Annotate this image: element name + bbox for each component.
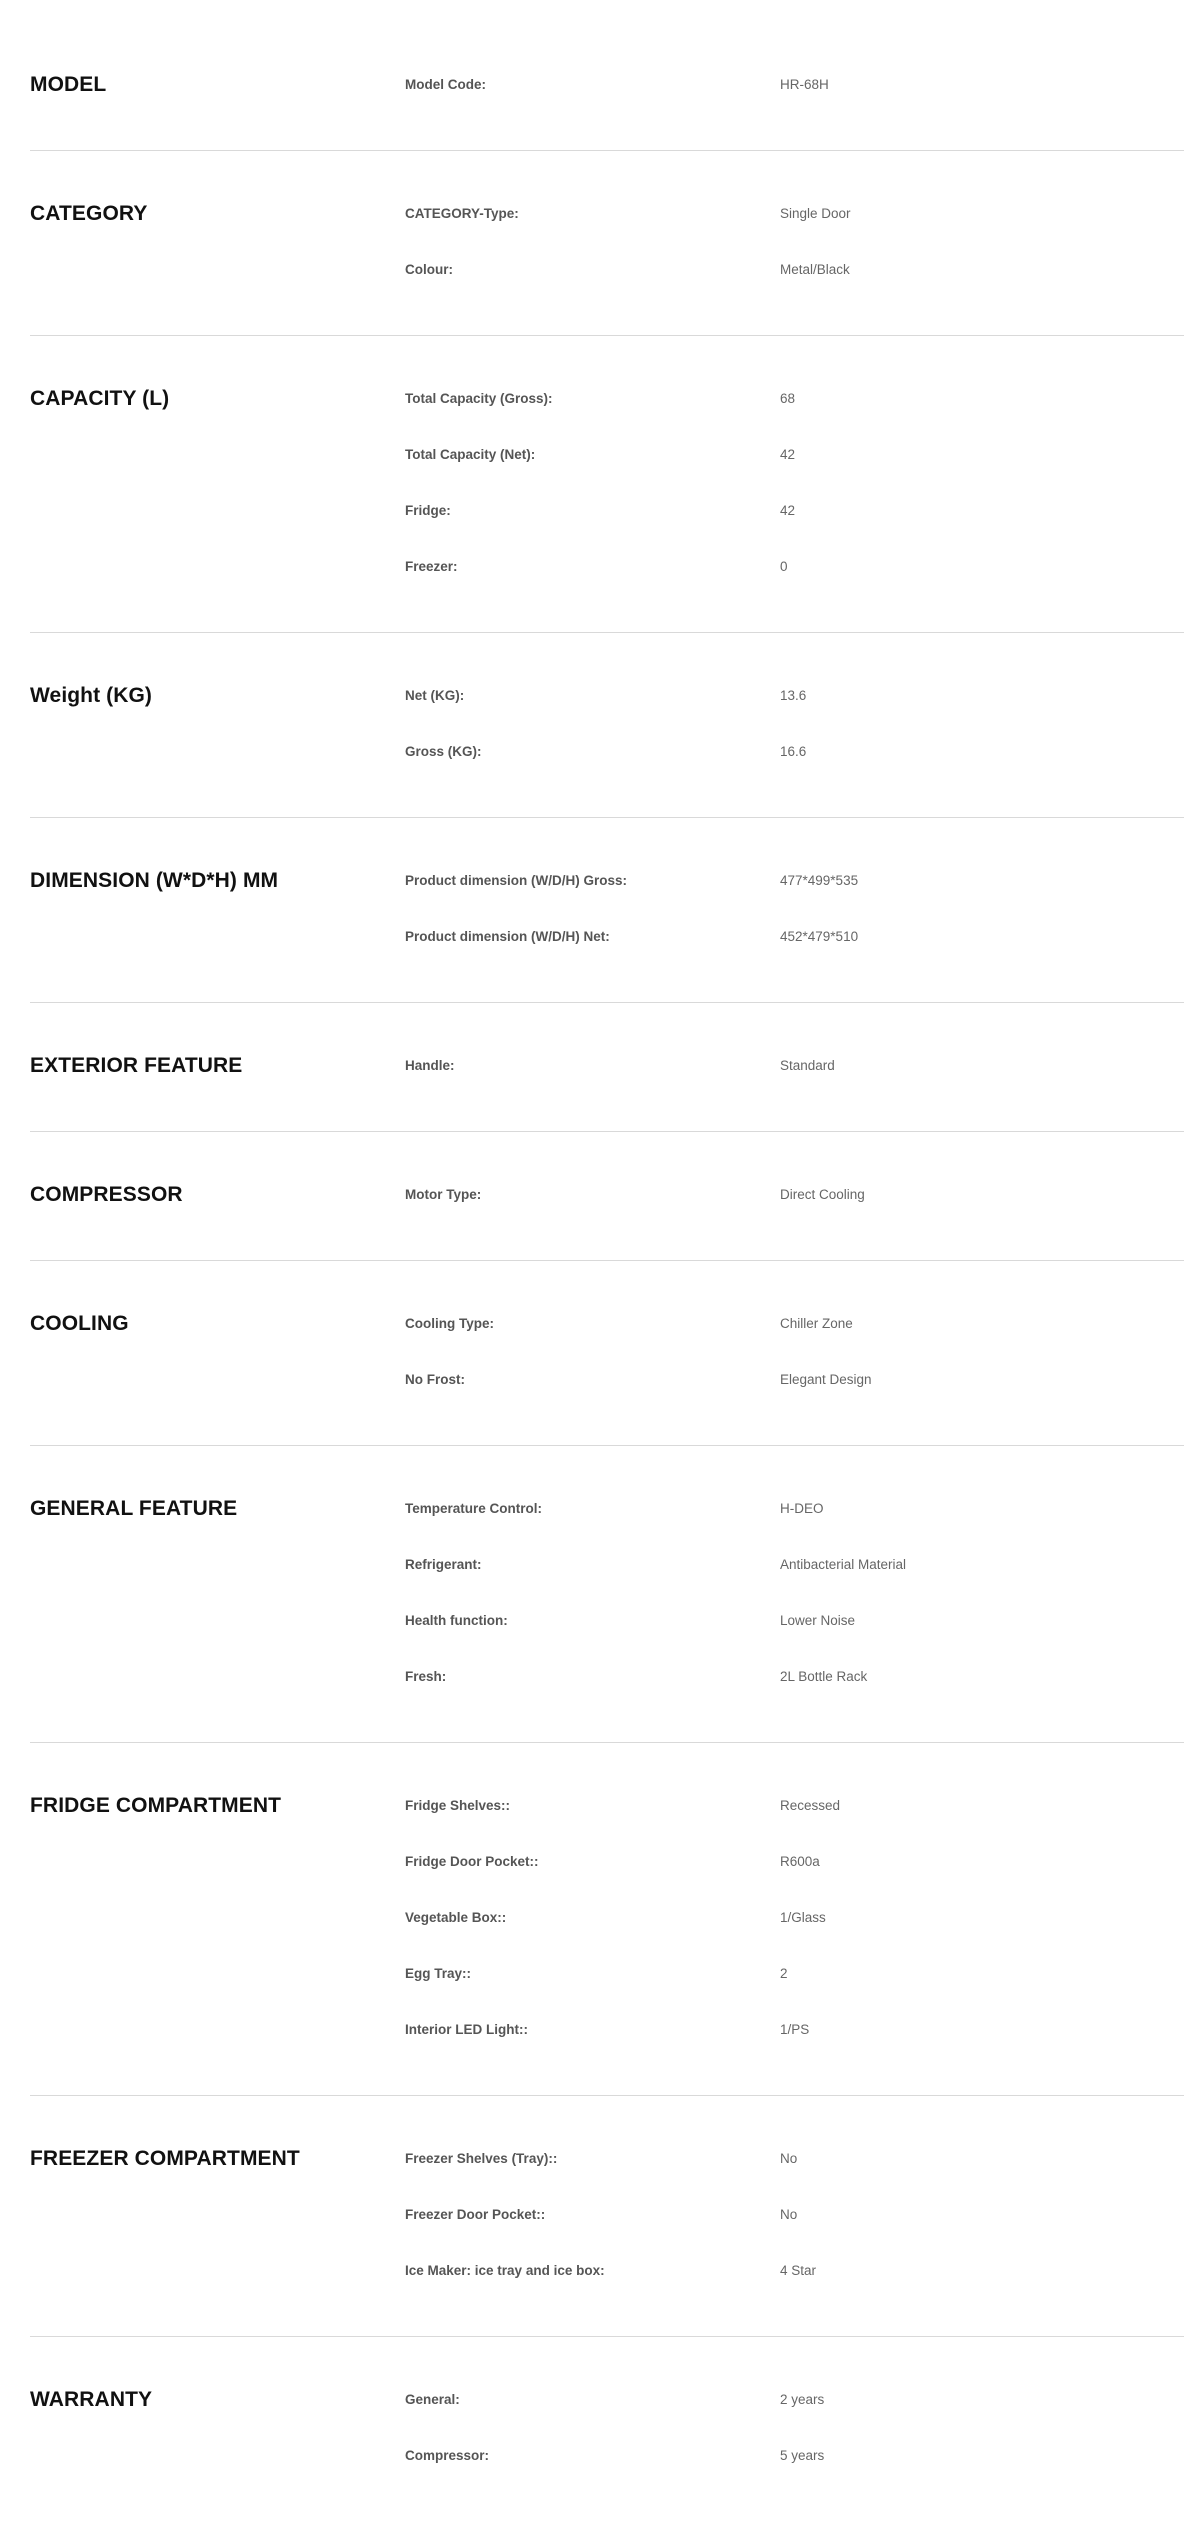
spec-label: Product dimension (W/D/H) Gross:: [405, 873, 628, 888]
spec-value: 477*499*535: [780, 873, 859, 888]
spec-row: [405, 1053, 1184, 1079]
specifications-table: [30, 0, 1184, 2521]
spec-rows: [405, 386, 1184, 580]
spec-value: 452*479*510: [780, 929, 859, 944]
spec-label: Product dimension (W/D/H) Net:: [405, 929, 610, 944]
spec-value: Direct Cooling: [780, 1187, 865, 1202]
spec-label: Fresh:: [405, 1669, 447, 1684]
spec-section: [30, 1003, 1184, 1132]
spec-value: 2L Bottle Rack: [780, 1669, 868, 1684]
section-title: COMPRESSOR: [30, 1183, 183, 1206]
spec-row: [405, 1793, 1184, 1849]
spec-label: Total Capacity (Gross):: [405, 391, 553, 406]
section-title: COOLING: [30, 1312, 129, 1335]
spec-value: Antibacterial Material: [780, 1557, 907, 1572]
spec-value: No: [780, 2207, 798, 2222]
spec-value: 13.6: [780, 688, 807, 703]
spec-rows: [405, 72, 1184, 98]
spec-value: 2 years: [780, 2392, 825, 2407]
section-title: FRIDGE COMPARTMENT: [30, 1794, 282, 1817]
spec-row: [405, 72, 1184, 98]
section-title: Weight (KG): [30, 684, 153, 707]
spec-label: Temperature Control:: [405, 1501, 543, 1516]
spec-row: [405, 1552, 1184, 1608]
spec-value: Single Door: [780, 206, 851, 221]
spec-label: Fridge Door Pocket::: [405, 1854, 539, 1869]
spec-row: [405, 1905, 1184, 1961]
spec-row: [405, 924, 1184, 950]
spec-rows: [405, 1182, 1184, 1208]
spec-value: Chiller Zone: [780, 1316, 853, 1331]
spec-label: Vegetable Box::: [405, 1910, 507, 1925]
spec-section: [30, 2337, 1184, 2521]
section-title: CAPACITY (L): [30, 387, 170, 410]
spec-label: Fridge:: [405, 503, 451, 518]
spec-value: 4 Star: [780, 2263, 817, 2278]
spec-rows: [405, 868, 1184, 950]
spec-value: No: [780, 2151, 798, 2166]
spec-label: Freezer Shelves (Tray)::: [405, 2151, 558, 2166]
spec-section: [30, 1132, 1184, 1261]
spec-row: [405, 2146, 1184, 2202]
spec-row: [405, 257, 1184, 283]
spec-value: Metal/Black: [780, 262, 850, 277]
spec-value: 42: [780, 503, 796, 518]
spec-row: [405, 2443, 1184, 2469]
spec-row: [405, 1849, 1184, 1905]
spec-label: Motor Type:: [405, 1187, 482, 1202]
spec-row: [405, 1182, 1184, 1208]
spec-value: 1/PS: [780, 2022, 810, 2037]
spec-rows: [405, 2146, 1184, 2284]
spec-label: Net (KG):: [405, 688, 465, 703]
spec-label: Refrigerant:: [405, 1557, 482, 1572]
spec-label: Total Capacity (Net):: [405, 447, 536, 462]
spec-value: Standard: [780, 1058, 835, 1073]
spec-row: [405, 554, 1184, 580]
spec-value: 42: [780, 447, 796, 462]
spec-label: Freezer Door Pocket::: [405, 2207, 546, 2222]
section-title: GENERAL FEATURE: [30, 1497, 238, 1520]
spec-value: R600a: [780, 1854, 820, 1869]
section-title: CATEGORY: [30, 202, 148, 225]
spec-row: [405, 442, 1184, 498]
spec-value: Elegant Design: [780, 1372, 872, 1387]
spec-rows: [405, 683, 1184, 765]
spec-row: [405, 2258, 1184, 2284]
spec-rows: [405, 2387, 1184, 2469]
spec-row: [405, 1496, 1184, 1552]
spec-row: [405, 1961, 1184, 2017]
spec-label: Interior LED Light::: [405, 2022, 528, 2037]
spec-value: HR-68H: [780, 77, 829, 92]
spec-value: 0: [780, 559, 788, 574]
spec-section: [30, 818, 1184, 1003]
section-title: WARRANTY: [30, 2388, 153, 2411]
spec-section: [30, 20, 1184, 151]
spec-label: General:: [405, 2392, 460, 2407]
spec-label: Cooling Type:: [405, 1316, 494, 1331]
spec-value: 16.6: [780, 744, 807, 759]
spec-rows: [405, 1053, 1184, 1079]
spec-label: Compressor:: [405, 2448, 490, 2463]
spec-section: [30, 1743, 1184, 2096]
spec-value: Lower Noise: [780, 1613, 856, 1628]
section-title: FREEZER COMPARTMENT: [30, 2147, 300, 2170]
spec-row: [405, 1664, 1184, 1690]
spec-section: [30, 151, 1184, 336]
spec-row: [405, 2202, 1184, 2258]
spec-row: [405, 1367, 1184, 1393]
spec-label: CATEGORY-Type:: [405, 206, 519, 221]
spec-row: [405, 1311, 1184, 1367]
spec-row: [405, 739, 1184, 765]
spec-row: [405, 201, 1184, 257]
spec-value: Recessed: [780, 1798, 841, 1813]
spec-section: [30, 633, 1184, 818]
spec-section: [30, 336, 1184, 633]
spec-label: No Frost:: [405, 1372, 465, 1387]
spec-row: [405, 2387, 1184, 2443]
spec-label: Fridge Shelves::: [405, 1798, 511, 1813]
spec-label: Egg Tray::: [405, 1966, 472, 1981]
spec-label: Health function:: [405, 1613, 508, 1628]
spec-row: [405, 498, 1184, 554]
spec-rows: [405, 1793, 1184, 2043]
spec-row: [405, 1608, 1184, 1664]
spec-section: [30, 1261, 1184, 1446]
spec-value: 68: [780, 391, 796, 406]
spec-value: 1/Glass: [780, 1910, 826, 1925]
spec-label: Colour:: [405, 262, 453, 277]
spec-label: Model Code:: [405, 77, 486, 92]
section-title: DIMENSION (W*D*H) MM: [30, 869, 279, 892]
spec-section: [30, 1446, 1184, 1743]
spec-label: Handle:: [405, 1058, 455, 1073]
section-title: MODEL: [30, 73, 107, 96]
spec-value: 5 years: [780, 2448, 825, 2463]
spec-rows: [405, 1311, 1184, 1393]
spec-row: [405, 868, 1184, 924]
spec-rows: [405, 1496, 1184, 1690]
spec-label: Freezer:: [405, 559, 458, 574]
spec-row: [405, 2017, 1184, 2043]
spec-value: H-DEO: [780, 1501, 824, 1516]
spec-value: 2: [780, 1966, 788, 1981]
spec-label: Gross (KG):: [405, 744, 482, 759]
spec-row: [405, 386, 1184, 442]
section-title: EXTERIOR FEATURE: [30, 1054, 243, 1077]
spec-label: Ice Maker: ice tray and ice box:: [405, 2263, 605, 2278]
spec-section: [30, 2096, 1184, 2337]
spec-row: [405, 683, 1184, 739]
spec-rows: [405, 201, 1184, 283]
